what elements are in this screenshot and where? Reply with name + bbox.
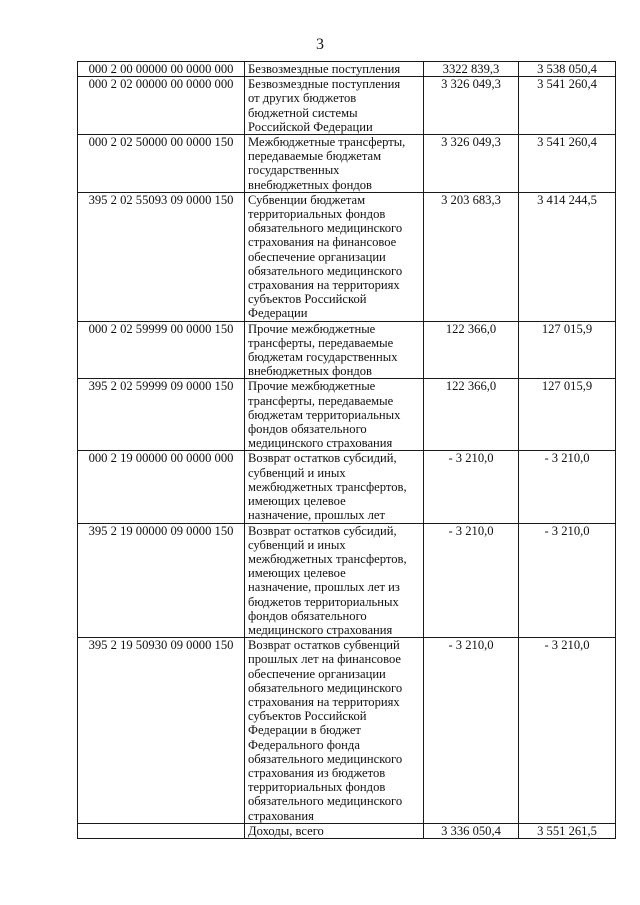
income-name-line: внебюджетных фондов bbox=[248, 364, 372, 379]
amount-year-1-cell: 3 326 049,3 bbox=[424, 135, 519, 193]
total-year-2-cell: 3 551 261,5 bbox=[519, 823, 616, 838]
total-year-1-cell: 3 336 050,4 bbox=[424, 823, 519, 838]
income-name-line: обеспечение организации bbox=[248, 666, 386, 681]
income-name-line: страхования из бюджетов bbox=[248, 765, 386, 780]
income-name-line: фондов обязательного bbox=[248, 422, 367, 437]
income-name-line: государственных bbox=[248, 163, 340, 178]
income-name-line: Субвенции бюджетам bbox=[248, 192, 366, 207]
amount-year-1-cell: - 3 210,0 bbox=[424, 638, 519, 824]
income-name-cell bbox=[245, 321, 424, 379]
income-name-line: трансферты, передаваемые bbox=[248, 335, 394, 350]
total-label: Доходы, всего bbox=[248, 823, 324, 838]
income-name-line: Федерации в бюджет bbox=[248, 723, 361, 738]
amount-year-1-cell: 122 366,0 bbox=[424, 321, 519, 379]
amount-year-2-cell: 3 538 050,4 bbox=[519, 62, 616, 77]
income-name-cell bbox=[245, 192, 424, 321]
income-name-line: субвенций и иных bbox=[248, 465, 346, 480]
income-name-line: Федерального фонда bbox=[248, 737, 360, 752]
income-name-cell bbox=[245, 823, 424, 838]
budget-code-cell: 000 2 02 00000 00 0000 000 bbox=[78, 77, 245, 135]
income-name-line: Безвозмездные поступления bbox=[248, 62, 401, 76]
amount-year-2-cell: 3 414 244,5 bbox=[519, 192, 616, 321]
income-name-line: имеющих целевое bbox=[248, 494, 346, 509]
income-name-line: внебюджетных фондов bbox=[248, 177, 372, 192]
amount-year-2-cell: 127 015,9 bbox=[519, 379, 616, 451]
income-name-line: имеющих целевое bbox=[248, 566, 346, 581]
revenue-table bbox=[77, 61, 616, 839]
income-name-line: обязательного медицинского bbox=[248, 751, 403, 766]
income-name-line: межбюджетных трансфертов, bbox=[248, 551, 407, 566]
income-name-line: бюджетам территориальных bbox=[248, 407, 401, 422]
table-row bbox=[78, 321, 616, 379]
amount-year-2-cell: - 3 210,0 bbox=[519, 638, 616, 824]
amount-year-2-cell: 3 541 260,4 bbox=[519, 135, 616, 193]
table-row bbox=[78, 451, 616, 523]
total-row bbox=[78, 823, 616, 838]
income-name-line: субвенций и иных bbox=[248, 537, 346, 552]
table-row bbox=[78, 523, 616, 638]
income-name-line: обязательного медицинского bbox=[248, 680, 403, 695]
table-row bbox=[78, 379, 616, 451]
income-name-cell bbox=[245, 523, 424, 638]
amount-year-2-cell: 127 015,9 bbox=[519, 321, 616, 379]
income-name-line: передаваемые бюджетам bbox=[248, 149, 382, 164]
income-name-line: субъектов Российской bbox=[248, 292, 367, 307]
income-name-line: обязательного медицинского bbox=[248, 263, 403, 278]
income-name-line: прошлых лет на финансовое bbox=[248, 652, 401, 667]
budget-code-cell: 000 2 02 50000 00 0000 150 bbox=[78, 135, 245, 193]
income-name-cell bbox=[245, 62, 424, 77]
income-name-line: медицинского страхования bbox=[248, 436, 393, 451]
income-name-line: страхования на финансовое bbox=[248, 235, 397, 250]
amount-year-1-cell: 3322 839,3 bbox=[424, 62, 519, 77]
amount-year-1-cell: - 3 210,0 bbox=[424, 451, 519, 523]
amount-year-2-cell: - 3 210,0 bbox=[519, 523, 616, 638]
income-name-line: Безвозмездные поступления bbox=[248, 77, 401, 92]
income-name-line: Возврат остатков субвенций bbox=[248, 638, 400, 653]
income-name-cell bbox=[245, 379, 424, 451]
budget-code-cell: 000 2 00 00000 00 0000 000 bbox=[78, 62, 245, 77]
income-name-line: медицинского страхования bbox=[248, 622, 393, 637]
table-row bbox=[78, 77, 616, 135]
amount-year-2-cell: - 3 210,0 bbox=[519, 451, 616, 523]
table-row bbox=[78, 638, 616, 824]
income-name-line: трансферты, передаваемые bbox=[248, 393, 394, 408]
income-name-line: Прочие межбюджетные bbox=[248, 321, 376, 336]
table-row bbox=[78, 135, 616, 193]
amount-year-1-cell: 3 203 683,3 bbox=[424, 192, 519, 321]
income-name-line: страхования на территориях bbox=[248, 278, 400, 293]
income-name-line: Межбюджетные трансферты, bbox=[248, 135, 406, 150]
budget-code-cell bbox=[78, 823, 245, 838]
income-name-line: Прочие межбюджетные bbox=[248, 379, 376, 394]
income-name-line: назначение, прошлых лет bbox=[248, 508, 386, 523]
budget-code-cell: 000 2 02 59999 00 0000 150 bbox=[78, 321, 245, 379]
income-name-line: субъектов Российской bbox=[248, 709, 367, 724]
revenue-table-body bbox=[78, 62, 616, 839]
budget-code-cell: 395 2 19 00000 09 0000 150 bbox=[78, 523, 245, 638]
budget-code-cell: 395 2 02 59999 09 0000 150 bbox=[78, 379, 245, 451]
amount-year-1-cell: 3 326 049,3 bbox=[424, 77, 519, 135]
income-name-line: территориальных фондов bbox=[248, 780, 386, 795]
amount-year-2-cell: 3 541 260,4 bbox=[519, 77, 616, 135]
amount-year-1-cell: - 3 210,0 bbox=[424, 523, 519, 638]
amount-year-1-cell: 122 366,0 bbox=[424, 379, 519, 451]
income-name-line: межбюджетных трансфертов, bbox=[248, 479, 407, 494]
income-name-cell bbox=[245, 135, 424, 193]
income-name-cell bbox=[245, 77, 424, 135]
budget-code-cell: 395 2 19 50930 09 0000 150 bbox=[78, 638, 245, 824]
income-name-line: Федерации bbox=[248, 306, 308, 321]
income-name-line: фондов обязательного bbox=[248, 608, 367, 623]
income-name-line: Возврат остатков субсидий, bbox=[248, 523, 397, 538]
income-name-line: страхования на территориях bbox=[248, 694, 400, 709]
income-name-line: от других бюджетов bbox=[248, 91, 357, 106]
budget-code-cell: 000 2 19 00000 00 0000 000 bbox=[78, 451, 245, 523]
income-name-line: обязательного медицинского bbox=[248, 794, 403, 809]
income-name-line: бюджетов территориальных bbox=[248, 594, 399, 609]
table-row bbox=[78, 62, 616, 77]
income-name-line: обеспечение организации bbox=[248, 249, 386, 264]
income-name-line: территориальных фондов bbox=[248, 207, 386, 222]
income-name-line: Российской Федерации bbox=[248, 119, 373, 134]
income-name-line: Возврат остатков субсидий, bbox=[248, 451, 397, 466]
income-name-cell bbox=[245, 638, 424, 824]
income-name-line: обязательного медицинского bbox=[248, 221, 403, 236]
income-name-cell bbox=[245, 451, 424, 523]
income-name-line: страхования bbox=[248, 808, 314, 823]
income-name-line: бюджетной системы bbox=[248, 105, 358, 120]
budget-code-cell: 395 2 02 55093 09 0000 150 bbox=[78, 192, 245, 321]
page-number: 3 bbox=[316, 36, 324, 53]
income-name-line: бюджетам государственных bbox=[248, 350, 398, 365]
income-name-line: назначение, прошлых лет из bbox=[248, 580, 400, 595]
table-row bbox=[78, 192, 616, 321]
